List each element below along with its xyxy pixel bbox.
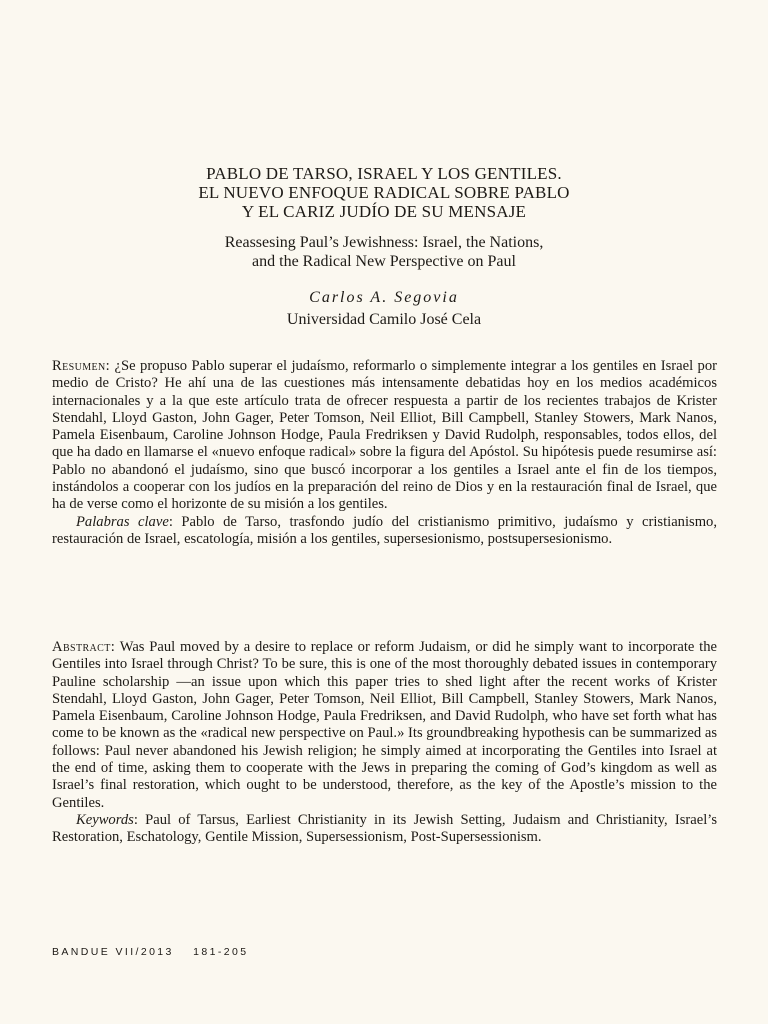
palabras-clave-paragraph (52, 514, 717, 549)
subtitle-line-1: Reassesing Paul’s Jewishness: Israel, the Nations, (224, 234, 544, 251)
palabras-clave-label: Palabras clave (76, 513, 169, 530)
author-affiliation: Universidad Camilo José Cela (286, 311, 482, 328)
article-subtitle (0, 233, 768, 271)
title-line-2: EL NUEVO ENFOQUE RADICAL SOBRE PABLO (198, 183, 570, 202)
keywords-paragraph (52, 812, 717, 847)
resumen-text: ¿Se propuso Pablo superar el judaísmo, reformarlo o simplemente integrar a los gentiles en Israel por medio de Cristo? He ahí una de las cuestiones más intensamente debatidas hoy en los medios académicos internacionales y a la que este artículo trata de ofrecer respuesta a partir de los recientes trabajos de Krister Stendahl, Lloyd Gaston, John Gager, Peter Tomson, Neil Elliot, Bill Campbell, Stanley Stowers, Mark Nanos, Pamela Eisenbaum, Caroline Johnson Hodge, Paula Fredriksen y David Rudolph, responsables, todos ellos, del que ha dado en llamarse el «nuevo enfoque radical» sobre la figura del Apóstol. Su hipótesis puede resumirse así: Pablo no abandonó el judaísmo, sino que buscó incorporar a los gentiles a Israel ante el fin de los tiempos, instándolos a cooperar con los judíos en la preparación del reino de Dios y en la restauración final de Israel, que ha de verse como el horizonte de su misión a los gentiles. (52, 358, 717, 513)
page-footer (52, 946, 248, 958)
abstract-paragraph (52, 639, 717, 812)
footer-journal: BANDUE VII/2013 (52, 946, 174, 958)
subtitle-line-2: and the Radical New Perspective on Paul (252, 253, 516, 270)
article-title (0, 164, 768, 221)
footer-pages: 181-205 (193, 946, 249, 958)
resumen-label: Resumen: (52, 358, 111, 374)
resumen-section (52, 358, 717, 548)
keywords-text: : Paul of Tarsus, Earliest Christianity in its Jewish Setting, Judaism and Christianity, Israel’s Restoration, Eschatology, Gentile Mission, Supersessionism, Post-Supersessionism. (52, 811, 717, 846)
title-line-1: PABLO DE TARSO, ISRAEL Y LOS GENTILES. (206, 164, 562, 183)
abstract-section (52, 639, 717, 847)
keywords-label: Keywords (76, 811, 134, 828)
title-line-3: Y EL CARIZ JUDÍO DE SU MENSAJE (241, 202, 527, 221)
palabras-clave-text: : Pablo de Tarso, trasfondo judío del cristianismo primitivo, judaísmo y cristianismo, restauración de Israel, escatología, misión a los gentiles, supersesionismo, postsupersesionismo. (52, 513, 718, 547)
abstract-text: Was Paul moved by a desire to replace or reform Judaism, or did he simply want to incorporate the Gentiles into Israel through Christ? To be sure, this is one of the most thoroughly debated issues in contemporary Pauline scholarship —an issue upon which this paper tries to shed light after the recent works of Krister Stendahl, Lloyd Gaston, John Gager, Peter Tomson, Neil Elliot, Bill Campbell, Stanley Stowers, Mark Nanos, Pamela Eisenbaum, Caroline Johnson Hodge, Paula Fredriksen, and David Rudolph, who have set forth what has come to be known as the «radical new perspective on Paul.» Its groundbreaking hypothesis can be summarized as follows: Paul never abandoned his Jewish religion; he simply aimed at incorporating the Gentiles into Israel at the end of time, asking them to cooperate with the Jews in preparing the coming of God’s kingdom as well as Israel’s final restoration, which ought to be understood, therefore, as the key of the Apostle’s mission to the Gentiles. (52, 639, 717, 811)
abstract-label: Abstract: (52, 639, 116, 655)
author-name: Carlos A. Segovia (309, 289, 459, 306)
resumen-paragraph (52, 358, 717, 514)
title-block (0, 164, 768, 329)
